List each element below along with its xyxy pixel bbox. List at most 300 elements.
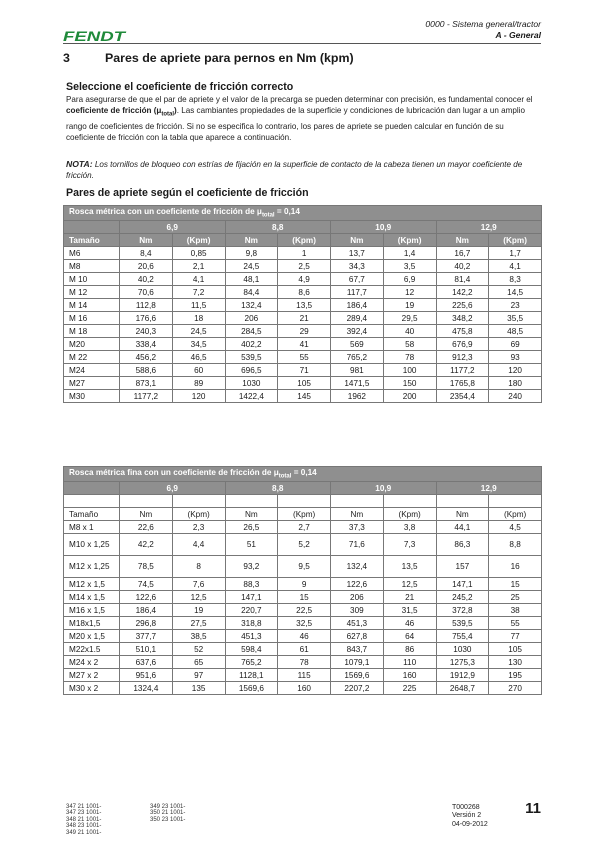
- kpm-cell: 29,5: [383, 312, 436, 325]
- kpm-cell: 7,2: [172, 286, 225, 299]
- nm-cell: 51: [225, 534, 278, 556]
- nm-cell: 206: [331, 591, 384, 604]
- nm-cell: 1177,2: [120, 390, 173, 403]
- table-row: [64, 656, 542, 669]
- nm-cell: 755,4: [436, 630, 489, 643]
- table2-group-10-9: 10,9: [331, 482, 437, 495]
- kpm-cell: 38,5: [172, 630, 225, 643]
- kpm-cell: 9: [278, 578, 331, 591]
- kpm-cell: 55: [278, 351, 331, 364]
- kpm-cell: 135: [172, 682, 225, 695]
- size-cell: M27: [64, 377, 120, 390]
- intro-bold-sub: total: [161, 111, 175, 118]
- nm-cell: 843,7: [331, 643, 384, 656]
- kpm-cell: 120: [489, 364, 542, 377]
- kpm-cell: 40: [383, 325, 436, 338]
- note-label: NOTA:: [66, 159, 93, 169]
- kpm-cell: 4,5: [489, 521, 542, 534]
- section-number: 3: [63, 51, 70, 65]
- kpm-cell: 78: [383, 351, 436, 364]
- table-row: [64, 325, 542, 338]
- section-title-text: Pares de apriete para pernos en Nm (kpm): [105, 51, 354, 65]
- doc-date: 04-09-2012: [452, 820, 488, 828]
- kpm-cell: 31,5: [383, 604, 436, 617]
- kpm-cell: 19: [172, 604, 225, 617]
- kpm-cell: 13,5: [278, 299, 331, 312]
- kpm-cell: 3,8: [383, 521, 436, 534]
- table1-nm-header: Nm: [436, 234, 489, 247]
- nm-cell: 1471,5: [331, 377, 384, 390]
- nm-cell: 186,4: [120, 604, 173, 617]
- kpm-cell: 1,7: [489, 247, 542, 260]
- size-cell: M14 x 1,5: [64, 591, 120, 604]
- kpm-cell: 27,5: [172, 617, 225, 630]
- kpm-cell: 34,5: [172, 338, 225, 351]
- nm-cell: 456,2: [120, 351, 173, 364]
- kpm-cell: 7,3: [383, 534, 436, 556]
- kpm-cell: 7,6: [172, 578, 225, 591]
- kpm-cell: 58: [383, 338, 436, 351]
- table2-nm-header: Nm: [120, 508, 173, 521]
- table1-group-10-9: 10,9: [331, 221, 437, 234]
- nm-cell: 1569,6: [331, 669, 384, 682]
- size-cell: M 12: [64, 286, 120, 299]
- nm-cell: 539,5: [436, 617, 489, 630]
- kpm-cell: 21: [383, 591, 436, 604]
- nm-cell: 26,5: [225, 521, 278, 534]
- kpm-cell: 8,6: [278, 286, 331, 299]
- kpm-cell: 14,5: [489, 286, 542, 299]
- kpm-cell: 6,9: [383, 273, 436, 286]
- nm-cell: 70,6: [120, 286, 173, 299]
- nm-cell: 348,2: [436, 312, 489, 325]
- size-cell: M30 x 2: [64, 682, 120, 695]
- table-row: [64, 521, 542, 534]
- intro-paragraph: [66, 94, 542, 143]
- nm-cell: 71,6: [331, 534, 384, 556]
- table-row: [64, 534, 542, 556]
- kpm-cell: 21: [278, 312, 331, 325]
- table-row: [64, 390, 542, 403]
- table1-group-8-8: 8,8: [225, 221, 331, 234]
- kpm-cell: 19: [383, 299, 436, 312]
- table-row: [64, 682, 542, 695]
- nm-cell: 13,7: [331, 247, 384, 260]
- kpm-cell: 48,5: [489, 325, 542, 338]
- nm-cell: 1030: [436, 643, 489, 656]
- nm-cell: 44,1: [436, 521, 489, 534]
- kpm-cell: 77: [489, 630, 542, 643]
- table-row: [64, 617, 542, 630]
- nm-cell: 40,2: [120, 273, 173, 286]
- nm-cell: 598,4: [225, 643, 278, 656]
- table-row: [64, 377, 542, 390]
- table2-kpm-header: (Kpm): [278, 508, 331, 521]
- table1-kpm-header: (Kpm): [172, 234, 225, 247]
- kpm-cell: 150: [383, 377, 436, 390]
- footer-doc-info: [452, 804, 488, 829]
- kpm-cell: 8: [172, 556, 225, 578]
- nm-cell: 78,5: [120, 556, 173, 578]
- kpm-cell: 9,5: [278, 556, 331, 578]
- kpm-cell: 24,5: [172, 325, 225, 338]
- kpm-cell: 12: [383, 286, 436, 299]
- kpm-cell: 46: [383, 617, 436, 630]
- intro-heading: Seleccione el coeficiente de fricción correcto: [66, 81, 294, 93]
- kpm-cell: 60: [172, 364, 225, 377]
- kpm-cell: 64: [383, 630, 436, 643]
- kpm-cell: 1,4: [383, 247, 436, 260]
- kpm-cell: 89: [172, 377, 225, 390]
- kpm-cell: 195: [489, 669, 542, 682]
- size-cell: M27 x 2: [64, 669, 120, 682]
- table-row: [64, 338, 542, 351]
- nm-cell: 42,2: [120, 534, 173, 556]
- table2-title-row: [64, 467, 542, 482]
- kpm-cell: 240: [489, 390, 542, 403]
- kpm-cell: 55: [489, 617, 542, 630]
- table2-group-6-9: 6,9: [120, 482, 226, 495]
- nm-cell: 206: [225, 312, 278, 325]
- kpm-cell: 270: [489, 682, 542, 695]
- size-cell: M12 x 1,5: [64, 578, 120, 591]
- kpm-cell: 12,5: [172, 591, 225, 604]
- nm-cell: 84,4: [225, 286, 278, 299]
- kpm-cell: 4,1: [489, 260, 542, 273]
- nm-cell: 37,3: [331, 521, 384, 534]
- kpm-cell: 46: [278, 630, 331, 643]
- nm-cell: 1962: [331, 390, 384, 403]
- nm-cell: 112,8: [120, 299, 173, 312]
- nm-cell: 88,3: [225, 578, 278, 591]
- fendt-logo: [63, 29, 127, 43]
- nm-cell: 296,8: [120, 617, 173, 630]
- nm-cell: 475,8: [436, 325, 489, 338]
- nm-cell: 289,4: [331, 312, 384, 325]
- nm-cell: 186,4: [331, 299, 384, 312]
- table-row: [64, 578, 542, 591]
- nm-cell: 765,2: [225, 656, 278, 669]
- table-row: [64, 630, 542, 643]
- kpm-cell: 65: [172, 656, 225, 669]
- table2-title: Rosca métrica fina con un coeficiente de fricción de $\mu_{total} = 0,14$: [64, 467, 542, 482]
- size-cell: M30: [64, 390, 120, 403]
- doc-version: Versión 2: [452, 812, 482, 820]
- kpm-cell: 93: [489, 351, 542, 364]
- kpm-cell: 3,5: [383, 260, 436, 273]
- kpm-cell: 35,5: [489, 312, 542, 325]
- table2-nm-header: Nm: [331, 508, 384, 521]
- table2-kpm-header: (Kpm): [383, 508, 436, 521]
- header-rule: [63, 43, 541, 44]
- size-cell: M12 x 1,25: [64, 556, 120, 578]
- size-cell: M22x1.5: [64, 643, 120, 656]
- nm-cell: 157: [436, 556, 489, 578]
- kpm-cell: 38: [489, 604, 542, 617]
- kpm-cell: 4,4: [172, 534, 225, 556]
- table1-group-empty: [64, 221, 120, 234]
- nm-cell: 67,7: [331, 273, 384, 286]
- nm-cell: 696,5: [225, 364, 278, 377]
- nm-cell: 122,6: [120, 591, 173, 604]
- kpm-cell: 160: [278, 682, 331, 695]
- nm-cell: 1030: [225, 377, 278, 390]
- table-row: [64, 556, 542, 578]
- size-cell: M8 x 1: [64, 521, 120, 534]
- table1-nm-header: Nm: [225, 234, 278, 247]
- doc-code: T000268: [452, 804, 480, 811]
- subsection-title: A - General: [495, 30, 541, 40]
- nm-cell: 40,2: [436, 260, 489, 273]
- table-row: [64, 260, 542, 273]
- nm-cell: 8,4: [120, 247, 173, 260]
- nm-cell: 318,8: [225, 617, 278, 630]
- size-cell: M20 x 1,5: [64, 630, 120, 643]
- kpm-cell: 15: [278, 591, 331, 604]
- table1-body: [64, 247, 542, 403]
- nm-cell: 16,7: [436, 247, 489, 260]
- table-row: [64, 604, 542, 617]
- kpm-cell: 105: [278, 377, 331, 390]
- kpm-cell: 86: [383, 643, 436, 656]
- nm-cell: 24,5: [225, 260, 278, 273]
- size-cell: M 14: [64, 299, 120, 312]
- nm-cell: 377,7: [120, 630, 173, 643]
- nm-cell: 2354,4: [436, 390, 489, 403]
- size-cell: M 22: [64, 351, 120, 364]
- size-cell: M18x1,5: [64, 617, 120, 630]
- nm-cell: 588,6: [120, 364, 173, 377]
- table2-kpm-header: (Kpm): [489, 508, 542, 521]
- kpm-cell: 97: [172, 669, 225, 682]
- kpm-cell: 5,2: [278, 534, 331, 556]
- kpm-cell: 110: [383, 656, 436, 669]
- table1-nm-header: Nm: [331, 234, 384, 247]
- intro-bold-end: ): [174, 106, 177, 116]
- nm-cell: 147,1: [436, 578, 489, 591]
- table2-kpm-header: (Kpm): [172, 508, 225, 521]
- table2-group-12-9: 12,9: [436, 482, 542, 495]
- kpm-cell: 16: [489, 556, 542, 578]
- table2-size-header: Tamaño: [64, 508, 120, 521]
- table1-group-row: [64, 221, 542, 234]
- nm-cell: 1275,3: [436, 656, 489, 669]
- kpm-cell: 8,3: [489, 273, 542, 286]
- kpm-cell: 1: [278, 247, 331, 260]
- nm-cell: 1765,8: [436, 377, 489, 390]
- nm-cell: 1569,6: [225, 682, 278, 695]
- kpm-cell: 2,1: [172, 260, 225, 273]
- table-row: [64, 273, 542, 286]
- table1-group-12-9: 12,9: [436, 221, 542, 234]
- kpm-cell: 145: [278, 390, 331, 403]
- nm-cell: 22,6: [120, 521, 173, 534]
- kpm-cell: 2,7: [278, 521, 331, 534]
- nm-cell: 510,1: [120, 643, 173, 656]
- nm-cell: 81,4: [436, 273, 489, 286]
- size-cell: M6: [64, 247, 120, 260]
- kpm-cell: 0,85: [172, 247, 225, 260]
- table2-spacer-row: [64, 495, 542, 508]
- nm-cell: 2207,2: [331, 682, 384, 695]
- page-number: 11: [525, 800, 541, 817]
- nm-cell: 220,7: [225, 604, 278, 617]
- nm-cell: 147,1: [225, 591, 278, 604]
- nm-cell: 74,5: [120, 578, 173, 591]
- torque-table-metric: [63, 205, 542, 403]
- table1-nm-header: Nm: [120, 234, 173, 247]
- nm-cell: 402,2: [225, 338, 278, 351]
- kpm-cell: 200: [383, 390, 436, 403]
- note-text: Los tornillos de bloqueo con estrías de fijación en la superficie de contacto de la cabeza tienen un mayor coeficiente de fricción.: [66, 160, 523, 181]
- size-cell: M10 x 1,25: [64, 534, 120, 556]
- intro-text-2: . Las cambiantes propiedades de la superficie y condiciones de lubricación dan lugar a un amplio rango de coeficientes de fricción. Si no se especifica lo contrario, los pares de apriete se pueden calcular en función de su coeficiente de fricción con la tabla que aparece a continuación.: [66, 106, 525, 143]
- section-heading: [63, 51, 354, 65]
- table1-group-6-9: 6,9: [120, 221, 226, 234]
- nm-cell: 451,3: [225, 630, 278, 643]
- kpm-cell: 100: [383, 364, 436, 377]
- nm-cell: 142,2: [436, 286, 489, 299]
- nm-cell: 93,2: [225, 556, 278, 578]
- kpm-cell: 2,5: [278, 260, 331, 273]
- table2-nm-header: Nm: [225, 508, 278, 521]
- table1-title-row: [64, 206, 542, 221]
- nm-cell: 1177,2: [436, 364, 489, 377]
- kpm-cell: 115: [278, 669, 331, 682]
- nm-cell: 1324,4: [120, 682, 173, 695]
- nm-cell: 338,4: [120, 338, 173, 351]
- table-heading: Pares de apriete según el coeficiente de fricción: [66, 187, 309, 199]
- size-cell: M20: [64, 338, 120, 351]
- nm-cell: 2648,7: [436, 682, 489, 695]
- kpm-cell: 13,5: [383, 556, 436, 578]
- table1-size-header: Tamaño: [64, 234, 120, 247]
- nm-cell: 627,8: [331, 630, 384, 643]
- nm-cell: 245,2: [436, 591, 489, 604]
- table1-title: Rosca métrica con un coeficiente de fricción de $\mu_{total} = 0,14$: [64, 206, 542, 221]
- nm-cell: 86,3: [436, 534, 489, 556]
- footer-codes-1: 347 21 1001- 347 23 1001- 348 21 1001- 348 23 1001- 349 21 1001-: [66, 804, 102, 836]
- kpm-cell: 180: [489, 377, 542, 390]
- nm-cell: 34,3: [331, 260, 384, 273]
- table2-group-8-8: 8,8: [225, 482, 331, 495]
- kpm-cell: 25: [489, 591, 542, 604]
- nm-cell: 765,2: [331, 351, 384, 364]
- kpm-cell: 130: [489, 656, 542, 669]
- size-cell: M8: [64, 260, 120, 273]
- table-row: [64, 286, 542, 299]
- kpm-cell: 18: [172, 312, 225, 325]
- kpm-cell: 11,5: [172, 299, 225, 312]
- running-header: [425, 19, 541, 41]
- table2-group-row: [64, 482, 542, 495]
- nm-cell: 309: [331, 604, 384, 617]
- nm-cell: 676,9: [436, 338, 489, 351]
- size-cell: M24: [64, 364, 120, 377]
- kpm-cell: 61: [278, 643, 331, 656]
- intro-bold: coeficiente de fricción (μ: [66, 106, 162, 116]
- kpm-cell: 23: [489, 299, 542, 312]
- kpm-cell: 71: [278, 364, 331, 377]
- nm-cell: 912,3: [436, 351, 489, 364]
- kpm-cell: 29: [278, 325, 331, 338]
- kpm-cell: 8,8: [489, 534, 542, 556]
- kpm-cell: 78: [278, 656, 331, 669]
- table-row: [64, 247, 542, 260]
- note: [66, 159, 542, 181]
- size-cell: M 16: [64, 312, 120, 325]
- nm-cell: 20,6: [120, 260, 173, 273]
- nm-cell: 240,3: [120, 325, 173, 338]
- kpm-cell: 32,5: [278, 617, 331, 630]
- nm-cell: 637,6: [120, 656, 173, 669]
- table1-kpm-header: (Kpm): [278, 234, 331, 247]
- nm-cell: 48,1: [225, 273, 278, 286]
- table2-header-row: [64, 508, 542, 521]
- kpm-cell: 22,5: [278, 604, 331, 617]
- kpm-cell: 41: [278, 338, 331, 351]
- size-cell: M16 x 1,5: [64, 604, 120, 617]
- kpm-cell: 15: [489, 578, 542, 591]
- nm-cell: 451,3: [331, 617, 384, 630]
- table-row: [64, 351, 542, 364]
- nm-cell: 569: [331, 338, 384, 351]
- table2-nm-header: Nm: [436, 508, 489, 521]
- nm-cell: 539,5: [225, 351, 278, 364]
- kpm-cell: 46,5: [172, 351, 225, 364]
- table1-header-row: [64, 234, 542, 247]
- nm-cell: 1079,1: [331, 656, 384, 669]
- nm-cell: 176,6: [120, 312, 173, 325]
- table-row: [64, 364, 542, 377]
- nm-cell: 951,6: [120, 669, 173, 682]
- table1-kpm-header: (Kpm): [383, 234, 436, 247]
- torque-table-metric-fine: [63, 466, 542, 695]
- table-row: [64, 669, 542, 682]
- nm-cell: 1128,1: [225, 669, 278, 682]
- kpm-cell: 69: [489, 338, 542, 351]
- kpm-cell: 2,3: [172, 521, 225, 534]
- kpm-cell: 52: [172, 643, 225, 656]
- size-cell: M24 x 2: [64, 656, 120, 669]
- kpm-cell: 4,9: [278, 273, 331, 286]
- intro-text-1: Para asegurarse de que el par de apriete y el valor de la precarga se pueden determinar con precisión, es fundamental conocer el: [66, 95, 533, 104]
- table-row: [64, 591, 542, 604]
- kpm-cell: 160: [383, 669, 436, 682]
- kpm-cell: 12,5: [383, 578, 436, 591]
- kpm-cell: 105: [489, 643, 542, 656]
- table-row: [64, 312, 542, 325]
- nm-cell: 372,8: [436, 604, 489, 617]
- table-row: [64, 299, 542, 312]
- table-row: [64, 643, 542, 656]
- nm-cell: 1422,4: [225, 390, 278, 403]
- kpm-cell: 120: [172, 390, 225, 403]
- fendt-logo-text: FENDT: [63, 29, 127, 43]
- nm-cell: 981: [331, 364, 384, 377]
- size-cell: M 10: [64, 273, 120, 286]
- nm-cell: 392,4: [331, 325, 384, 338]
- table1-kpm-header: (Kpm): [489, 234, 542, 247]
- size-cell: M 18: [64, 325, 120, 338]
- nm-cell: 284,5: [225, 325, 278, 338]
- nm-cell: 132,4: [225, 299, 278, 312]
- nm-cell: 9,8: [225, 247, 278, 260]
- nm-cell: 225,6: [436, 299, 489, 312]
- kpm-cell: 225: [383, 682, 436, 695]
- nm-cell: 1912,9: [436, 669, 489, 682]
- section-title: 0000 - Sistema general/tractor: [425, 19, 541, 29]
